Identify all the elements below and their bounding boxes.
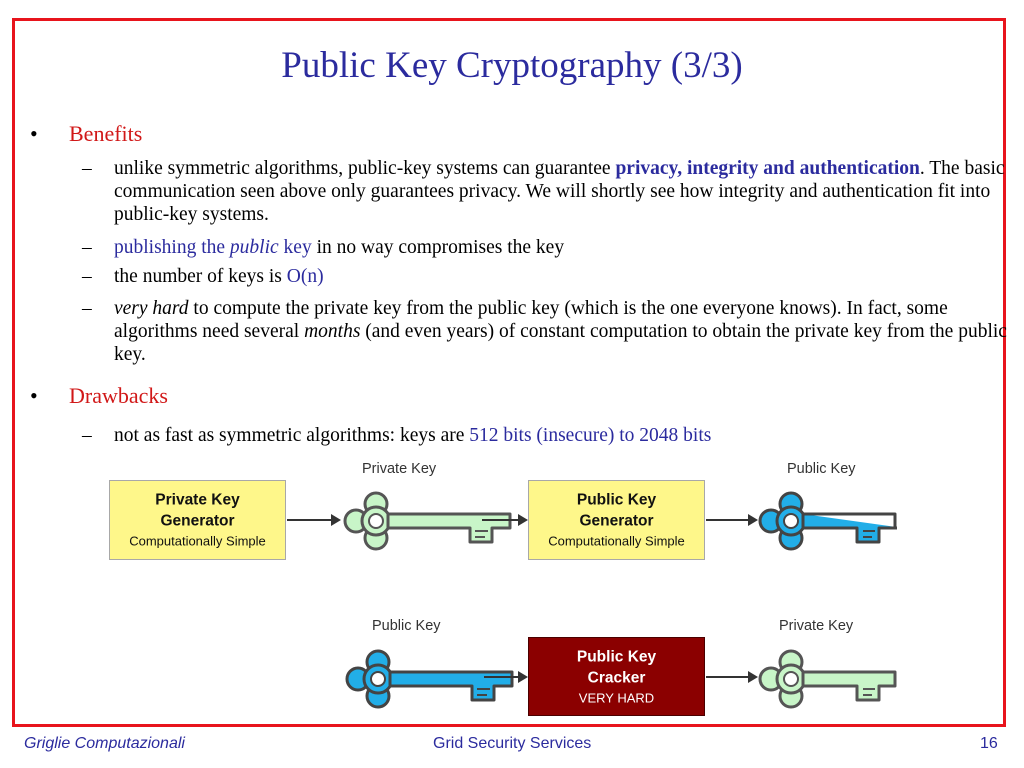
item3-a: the number of keys is bbox=[114, 266, 287, 287]
drawback1-a: not as fast as symmetric algorithms: keys are bbox=[114, 425, 470, 446]
arrow-key-to-box2 bbox=[482, 519, 526, 521]
item3-b: O(n) bbox=[286, 266, 324, 287]
label-private-key-top: Private Key bbox=[362, 461, 437, 477]
dash-icon: – bbox=[82, 298, 92, 319]
public-key-generator-box bbox=[528, 480, 705, 560]
item1-highlight: privacy, integrity and authentication bbox=[615, 158, 920, 179]
bullet-benefits-label: Benefits bbox=[69, 121, 143, 146]
item2-a: publishing the bbox=[114, 237, 230, 258]
arrow-key-to-cracker bbox=[484, 676, 526, 678]
box1-line1: Private Key bbox=[155, 491, 240, 509]
box1-line2: Generator bbox=[160, 512, 235, 530]
arrow-box2-to-key bbox=[706, 519, 756, 521]
item4-b: to compute the private key from the public key (which is the one everyone knows). In fact, some algorithms need several bbox=[114, 298, 948, 342]
box3-line1: Public Key bbox=[576, 648, 657, 665]
footer-page-number: 16 bbox=[980, 735, 998, 752]
dash-icon: – bbox=[82, 425, 92, 446]
private-key-icon bbox=[342, 490, 512, 552]
box2-line3: Computationally Simple bbox=[548, 533, 685, 549]
item4-d: (and even years) of constant computation to obtain the private key from the public key. bbox=[114, 321, 1007, 365]
private-key-generator-box bbox=[109, 480, 286, 560]
public-key-icon bbox=[757, 490, 897, 552]
public-key-cracker-box bbox=[528, 637, 705, 716]
label-public-key-top: Public Key bbox=[787, 461, 856, 477]
drawback1-b: 512 bits (insecure) to 2048 bits bbox=[469, 425, 712, 446]
slide-title: Public Key Cryptography (3/3) bbox=[281, 45, 743, 86]
item2-d: in no way compromises the key bbox=[311, 237, 565, 258]
footer-topic: Grid Security Services bbox=[433, 735, 592, 752]
slide-footer bbox=[0, 735, 1024, 759]
label-private-key-bottom: Private Key bbox=[779, 618, 854, 634]
dash-icon: – bbox=[82, 237, 92, 258]
slide-frame bbox=[12, 18, 1006, 727]
item2-c: key bbox=[278, 237, 312, 258]
box2-line1: Public Key bbox=[576, 491, 657, 509]
item1-pre: unlike symmetric algorithms, public-key systems can guarantee bbox=[114, 158, 616, 179]
arrow-box1-to-key bbox=[287, 519, 339, 521]
item4-c: months bbox=[304, 321, 361, 342]
private-key-icon bbox=[757, 648, 897, 710]
bullet-dot-icon: • bbox=[30, 383, 38, 408]
item2-b: public bbox=[229, 237, 279, 258]
dash-icon: – bbox=[82, 266, 92, 287]
public-key-icon bbox=[344, 648, 514, 710]
label-public-key-bottom: Public Key bbox=[372, 618, 441, 634]
footer-course: Griglie Computazionali bbox=[24, 735, 185, 752]
box3-line3: VERY HARD bbox=[578, 690, 655, 705]
item4-a: very hard bbox=[114, 298, 189, 319]
box2-line2: Generator bbox=[579, 512, 654, 530]
dash-icon: – bbox=[82, 158, 92, 179]
box1-line3: Computationally Simple bbox=[129, 533, 266, 549]
bullet-drawbacks-label: Drawbacks bbox=[69, 383, 168, 408]
item1-post: . The basic communication seen above only guarantees privacy. We will shortly see how integrity and authentication fit into public-key systems. bbox=[114, 158, 1005, 225]
arrow-cracker-to-key bbox=[706, 676, 756, 678]
bullet-dot-icon: • bbox=[30, 121, 38, 146]
box3-line2: Cracker bbox=[587, 669, 646, 686]
